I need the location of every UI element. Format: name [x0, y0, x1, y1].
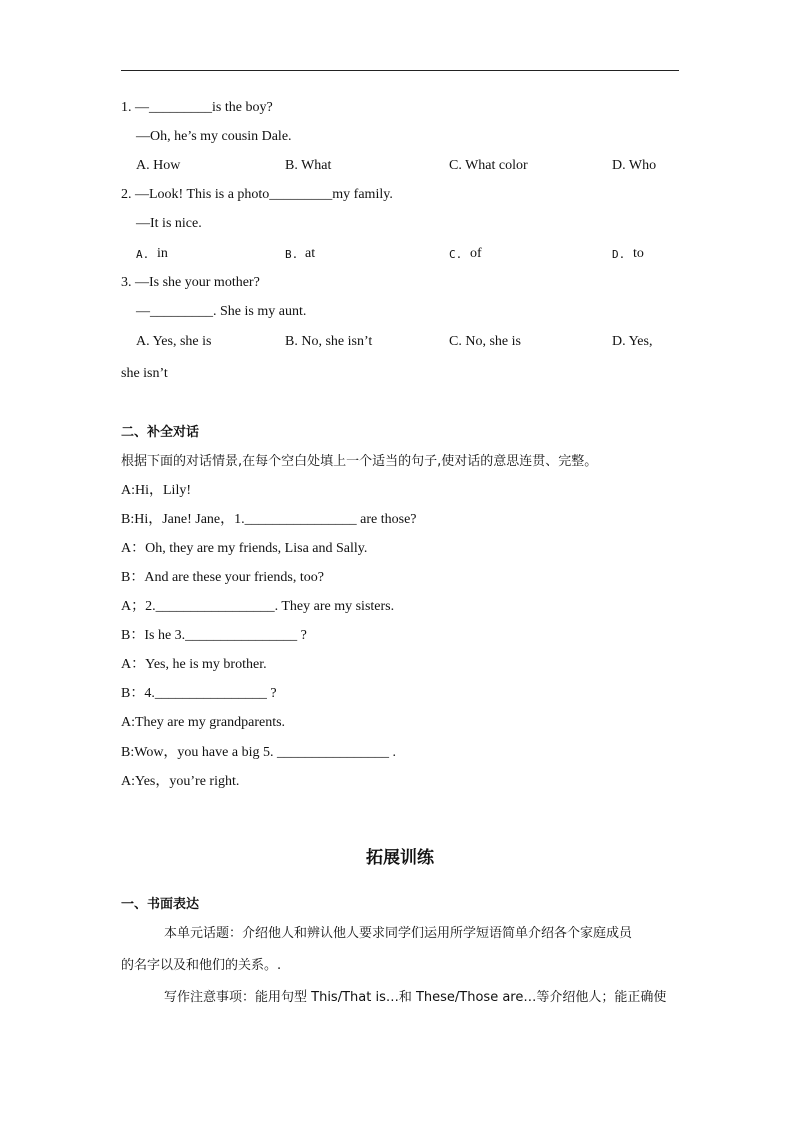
q3-option-c: C. No, she is [449, 334, 521, 349]
writing-paragraph-1-cont: 的名字以及和他们的关系。. [121, 958, 282, 973]
writing-paragraph-1: 本单元话题：介绍他人和辨认他人要求同学们运用所学短语简单介绍各个家庭成员 [164, 926, 633, 941]
q1-option-b: B. What [285, 158, 332, 173]
q1-option-c: C. What color [449, 158, 528, 173]
q3-option-d: D. Yes, [612, 334, 653, 349]
q2-stem: 2. —Look! This is a photo_________my family. [121, 187, 393, 202]
dialogue-line: B:Hi，Jane! Jane，1.________________ are those? [121, 512, 417, 527]
q3-reply: —_________. She is my aunt. [136, 304, 307, 319]
q3-option-b: B. No, she isn’t [285, 334, 373, 349]
q2-option-b: at [305, 246, 316, 261]
section-instruction: 根据下面的对话情景,在每个空白处填上一个适当的句子,使对话的意思连贯、完整。 [121, 454, 598, 469]
section-heading-writing: 一、书面表达 [121, 897, 200, 912]
q1-option-a: A. How [136, 158, 181, 173]
q2-reply: —It is nice. [136, 216, 202, 231]
dialogue-line: B：4.________________ ? [121, 686, 277, 701]
dialogue-line: A：Yes, he is my brother. [121, 657, 267, 672]
dialogue-line: A:Hi，Lily! [121, 483, 191, 498]
dialogue-line: B:Wow，you have a big 5. ________________ . [121, 745, 396, 760]
writing-paragraph-2: 写作注意事项：能用句型 This/That is…和 These/Those are…等介绍他人；能正确使 [164, 990, 667, 1005]
dialogue-line: A；2._________________. They are my sisters. [121, 599, 395, 614]
dialogue-line: A:They are my grandparents. [121, 715, 286, 730]
dialogue-line: A：Oh, they are my friends, Lisa and Sally. [121, 541, 368, 556]
dialogue-line: B：Is he 3.________________ ? [121, 628, 307, 643]
q2-option-a: in [157, 246, 168, 261]
dialogue-line: A:Yes，you’re right. [121, 774, 240, 789]
q2-letter-b: B. [285, 248, 299, 261]
q2-letter-a: A. [136, 248, 150, 261]
dialogue-line: B：And are these your friends, too? [121, 570, 324, 585]
q3-option-a: A. Yes, she is [136, 334, 212, 349]
q1-option-d: D. Who [612, 158, 657, 173]
page-title: 拓展训练 [366, 848, 434, 868]
q3-option-d-wrap: she isn’t [121, 366, 168, 381]
q1-reply: —Oh, he’s my cousin Dale. [136, 129, 292, 144]
q2-letter-c: C. [449, 248, 463, 261]
section-heading-dialogue: 二、补全对话 [121, 425, 200, 440]
q3-stem: 3. —Is she your mother? [121, 275, 260, 290]
q2-option-c: of [470, 246, 482, 261]
q2-letter-d: D. [612, 248, 626, 261]
header-rule [121, 70, 679, 71]
q2-option-d: to [633, 246, 644, 261]
q1-stem: 1. —_________is the boy? [121, 100, 273, 115]
